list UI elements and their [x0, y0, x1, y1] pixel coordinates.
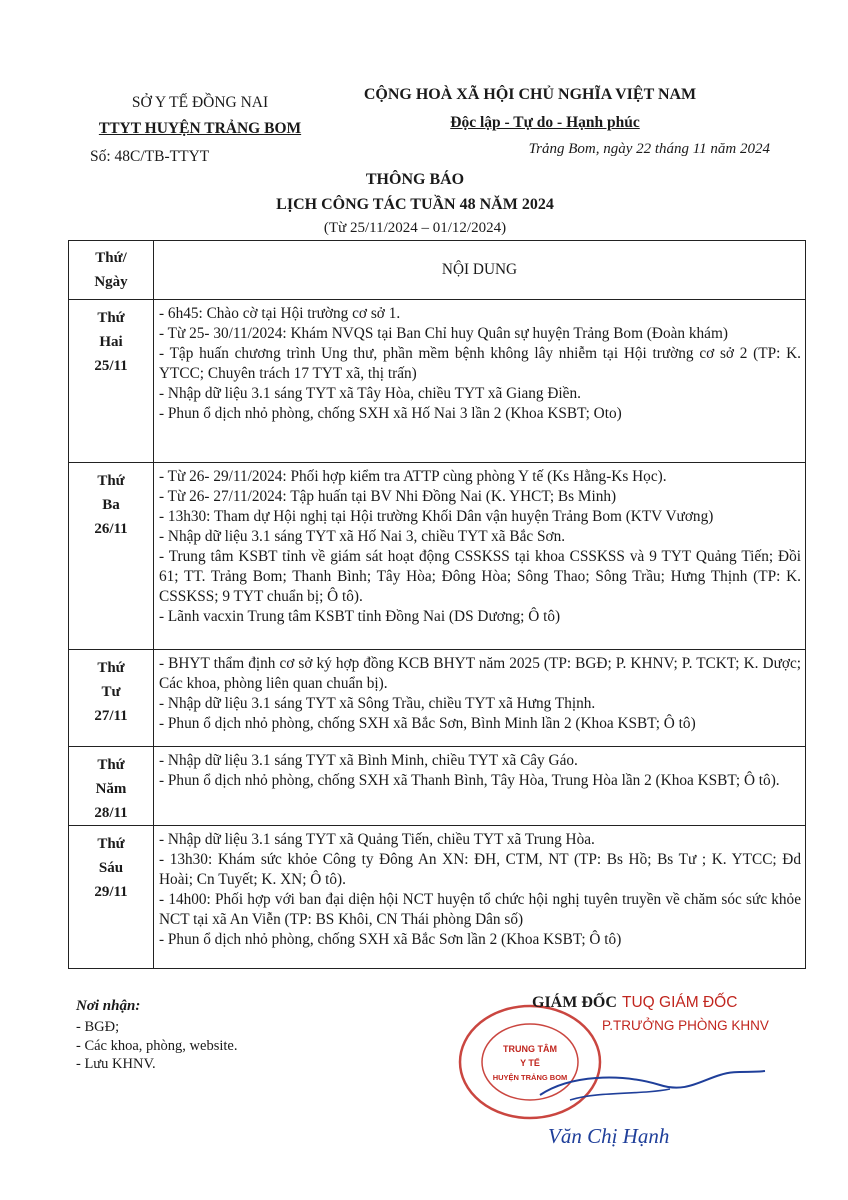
list-item: - Từ 25- 30/11/2024: Khám NVQS tại Ban Chỉ huy Quân sự huyện Trảng Bom (Đoàn khám): [159, 325, 728, 342]
day-cell: Thứ Sáu 29/11: [69, 826, 154, 969]
day-cell: Thứ Năm 28/11: [69, 747, 154, 826]
col-day-header: Thứ/ Ngày: [69, 241, 154, 300]
deputy-title: TUQ GIÁM ĐỐC: [622, 994, 738, 1011]
deputy-position: P.TRƯỞNG PHÒNG KHNV: [602, 1018, 769, 1033]
content-cell: [154, 463, 806, 650]
col-content-header: NỘI DUNG: [154, 241, 806, 300]
schedule-title: LỊCH CÔNG TÁC TUẦN 48 NĂM 2024: [276, 196, 554, 213]
svg-text:Y TẾ: Y TẾ: [520, 1058, 540, 1068]
handwritten-signature-icon: [510, 1045, 770, 1125]
list-item: - Lãnh vacxin Trung tâm KSBT tỉnh Đồng Nai (DS Dương; Ô tô): [159, 608, 561, 625]
nation-title: CỘNG HOÀ XÃ HỘI CHỦ NGHĨA VIỆT NAM: [363, 86, 697, 103]
director-title: GIÁM ĐỐC: [532, 994, 617, 1011]
content-cell: [154, 826, 806, 969]
schedule-table: [68, 240, 806, 969]
notice-title: THÔNG BÁO: [365, 171, 465, 188]
list-item: - BHYT thẩm định cơ sở ký hợp đồng KCB BHYT năm 2025 (TP: BGĐ; P. KHNV; P. TCKT; K. Dược; Các khoa, phòng liên quan chuẩn bị).: [159, 655, 801, 692]
table-row: [69, 463, 806, 650]
table-row: [69, 826, 806, 969]
table-row: [69, 747, 806, 826]
list-item: - Từ 26- 29/11/2024: Phối hợp kiểm tra ATTP cùng phòng Y tế (Ks Hằng-Ks Học).: [159, 468, 667, 485]
table-header-row: [69, 241, 806, 300]
list-item: - Từ 26- 27/11/2024: Tập huấn tại BV Nhi Đồng Nai (K. YHCT; Bs Minh): [159, 488, 617, 505]
list-item: - Phun ổ dịch nhỏ phòng, chống SXH xã Hố Nai 3 lần 2 (Khoa KSBT; Oto): [159, 405, 622, 422]
list-item: - Phun ổ dịch nhỏ phòng, chống SXH xã Bắc Sơn lần 2 (Khoa KSBT; Ô tô): [159, 931, 622, 948]
svg-text:TRUNG TÂM: TRUNG TÂM: [503, 1044, 557, 1054]
recipients-title: Nơi nhận:: [76, 998, 141, 1014]
day-cell: Thứ Hai 25/11: [69, 300, 154, 463]
list-item: - 13h30: Tham dự Hội nghị tại Hội trường Khối Dân vận huyện Trảng Bom (KTV Vương): [159, 508, 714, 525]
list-item: - Lưu KHNV.: [76, 1056, 156, 1072]
day-cell: Thứ Ba 26/11: [69, 463, 154, 650]
date-range: (Từ 25/11/2024 – 01/12/2024): [323, 220, 507, 236]
motto: Độc lập - Tự do - Hạnh phúc: [450, 114, 640, 131]
list-item: - Nhập dữ liệu 3.1 sáng TYT xã Hố Nai 3, chiều TYT xã Bắc Sơn.: [159, 528, 566, 545]
signer-name: Văn Chị Hạnh: [548, 1124, 670, 1148]
date-line: Trảng Bom, ngày 22 tháng 11 năm 2024: [528, 141, 770, 157]
list-item: - 13h30: Khám sức khỏe Công ty Đông An XN: ĐH, CTM, NT (TP: Bs Hồ; Bs Tư ; K. YTCC; Đd Hoài; Cn Tuyết; K. XN; Ô tô).: [159, 851, 801, 888]
svg-text:HUYỆN TRẢNG BOM: HUYỆN TRẢNG BOM: [492, 1073, 568, 1082]
org-name: TTYT HUYỆN TRẢNG BOM: [98, 120, 302, 137]
content-cell: [154, 650, 806, 747]
table-row: [69, 650, 806, 747]
list-item: - Nhập dữ liệu 3.1 sáng TYT xã Quảng Tiến, chiều TYT xã Trung Hòa.: [159, 831, 595, 848]
list-item: - Phun ổ dịch nhỏ phòng, chống SXH xã Bắc Sơn, Bình Minh lần 2 (Khoa KSBT; Ô tô): [159, 715, 696, 732]
day-cell: Thứ Tư 27/11: [69, 650, 154, 747]
list-item: - Nhập dữ liệu 3.1 sáng TYT xã Tây Hòa, chiều TYT xã Giang Điền.: [159, 385, 581, 402]
list-item: - BGĐ;: [76, 1019, 120, 1035]
doc-number: Số: 48C/TB-TTYT: [90, 148, 210, 165]
org-parent: SỞ Y TẾ ĐỒNG NAI: [131, 94, 269, 111]
content-cell: [154, 300, 806, 463]
list-item: - Nhập dữ liệu 3.1 sáng TYT xã Sông Trầu, chiều TYT xã Hưng Thịnh.: [159, 695, 596, 712]
table-row: [69, 300, 806, 463]
list-item: - Các khoa, phòng, website.: [76, 1037, 238, 1054]
list-item: - 14h00: Phối hợp với ban đại diện hội NCT huyện tổ chức hội nghị tuyên truyền về chăm sóc sức khỏe NCT tại xã An Viễn (TP: BS Khôi, CN Thái phòng Dân số): [159, 891, 801, 928]
list-item: - Nhập dữ liệu 3.1 sáng TYT xã Bình Minh, chiều TYT xã Cây Gáo.: [159, 752, 578, 769]
content-cell: [154, 747, 806, 826]
list-item: - Trung tâm KSBT tỉnh về giám sát hoạt động CSSKSS tại khoa CSSKSS và 9 TYT Quảng Tiến; Đồi 61; TT. Trảng Bom; Thanh Bình; Tây Hòa; Đông Hòa; Sông Thao; Sông Trầu; Hưng Thịnh (TP: K. CSSKSS; 9 TYT chuẩn bị; Ô tô).: [159, 548, 801, 605]
list-item: - Phun ổ dịch nhỏ phòng, chống SXH xã Thanh Bình, Tây Hòa, Trung Hòa lần 2 (Khoa KSBT; Ô tô).: [159, 772, 780, 789]
recipients-list: [76, 1018, 237, 1074]
list-item: - 6h45: Chào cờ tại Hội trường cơ sở 1.: [159, 305, 401, 322]
list-item: - Tập huấn chương trình Ung thư, phần mềm bệnh không lây nhiễm tại Hội trường cơ sở 2 (TP: K. YTCC; Chuyên trách 17 TYT xã, thị trấn): [159, 345, 801, 382]
